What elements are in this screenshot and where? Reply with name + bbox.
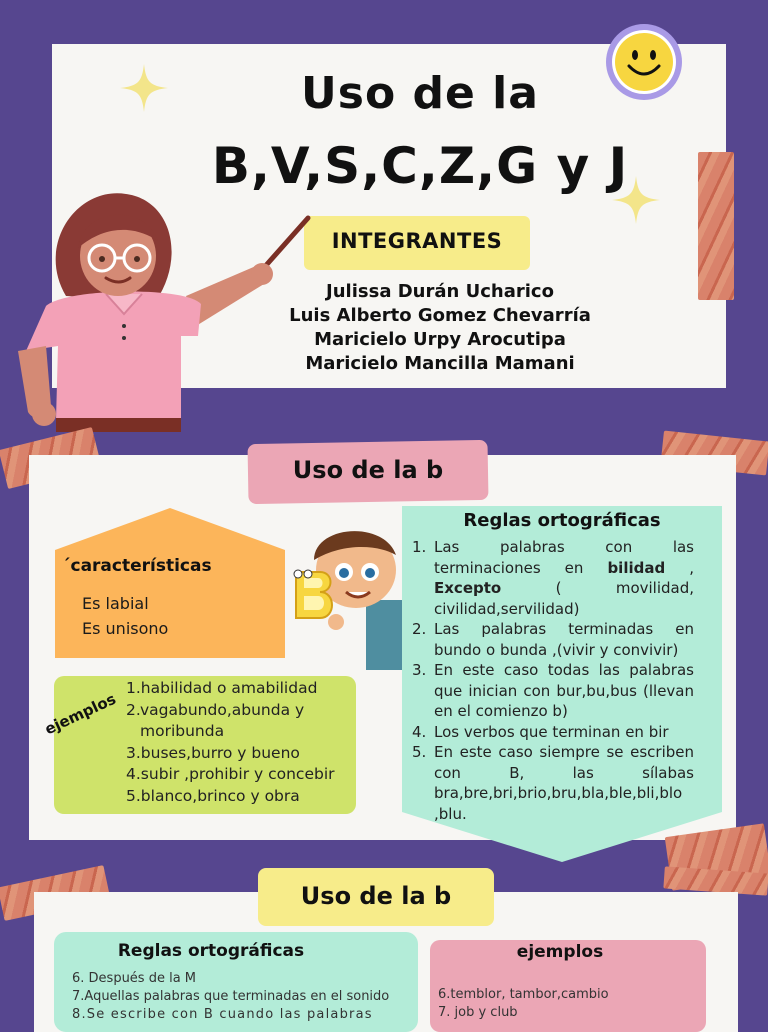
list-item: 4. Los verbos que terminan en bir	[412, 722, 669, 741]
reglas-title: Reglas ortográficas	[463, 510, 661, 531]
page-title-line2: B,V,S,C,Z,G y J	[211, 137, 629, 195]
ejemplos-list	[438, 986, 698, 1022]
caracteristica-item: Es unisono	[82, 619, 169, 638]
ejemplos-list	[126, 678, 346, 807]
integrantes-label: INTEGRANTES	[331, 229, 503, 253]
reglas-list	[412, 537, 694, 824]
wood-decoration	[698, 152, 734, 300]
boy-illustration	[284, 520, 404, 670]
caracteristicas-list	[82, 591, 168, 641]
list-item: 1. habilidad o amabilidad	[126, 679, 318, 697]
list-item: 2. Las palabras terminadas en bundo o bunda ,(vivir y convivir)	[412, 620, 694, 659]
section-title: Uso de la b	[300, 882, 452, 910]
page-title-line1: Uso de la	[301, 68, 539, 119]
list-item: 8.Se escribe con B cuando las palabras	[72, 1007, 373, 1022]
list-item: 6.temblor, tambor,cambio	[438, 987, 609, 1002]
list-item: 5. blanco,brinco y obra	[126, 786, 300, 805]
reglas-title: Reglas ortográficas	[117, 941, 305, 961]
member-name: Maricielo Urpy Arocutipa	[314, 329, 566, 350]
caracteristica-item: Es labial	[82, 594, 149, 613]
list-item: 2. vagabundo,abunda y moribunda	[126, 700, 305, 740]
list-item: 1. Las palabras con las terminaciones en bilidad , Excepto ( movilidad, civilidad,servilidad)	[412, 538, 694, 618]
caracteristicas-title: ´características	[62, 556, 212, 576]
reglas-list	[72, 970, 406, 1024]
list-item: 6. Después de la M	[72, 971, 197, 986]
list-item: 7. job y club	[438, 1005, 518, 1020]
ejemplos-title: ejemplos	[516, 942, 604, 962]
list-item: 4. subir ,prohibir y concebir	[126, 765, 335, 783]
list-item: 3. En este caso todas las palabras que inician con bur,bu,bus (llevan en el comienzo b)	[412, 661, 694, 720]
member-name: Julissa Durán Ucharico	[326, 281, 554, 302]
list-item: 5. En este caso siempre se escriben con B, las sílabas bra,bre,bri,brio,bru,bla,ble,bli,blo ,blu.	[412, 743, 694, 823]
list-item: 7.Aquellas palabras que terminadas en el sonido	[72, 989, 390, 1004]
section-title: Uso de la b	[292, 456, 444, 484]
member-name: Luis Alberto Gomez Chevarría	[289, 305, 591, 326]
member-name: Maricielo Mancilla Mamani	[305, 353, 575, 374]
list-item: 3. buses,burro y bueno	[126, 743, 300, 762]
teacher-illustration	[6, 186, 316, 432]
ejemplos-label: ejemplos	[42, 689, 119, 739]
